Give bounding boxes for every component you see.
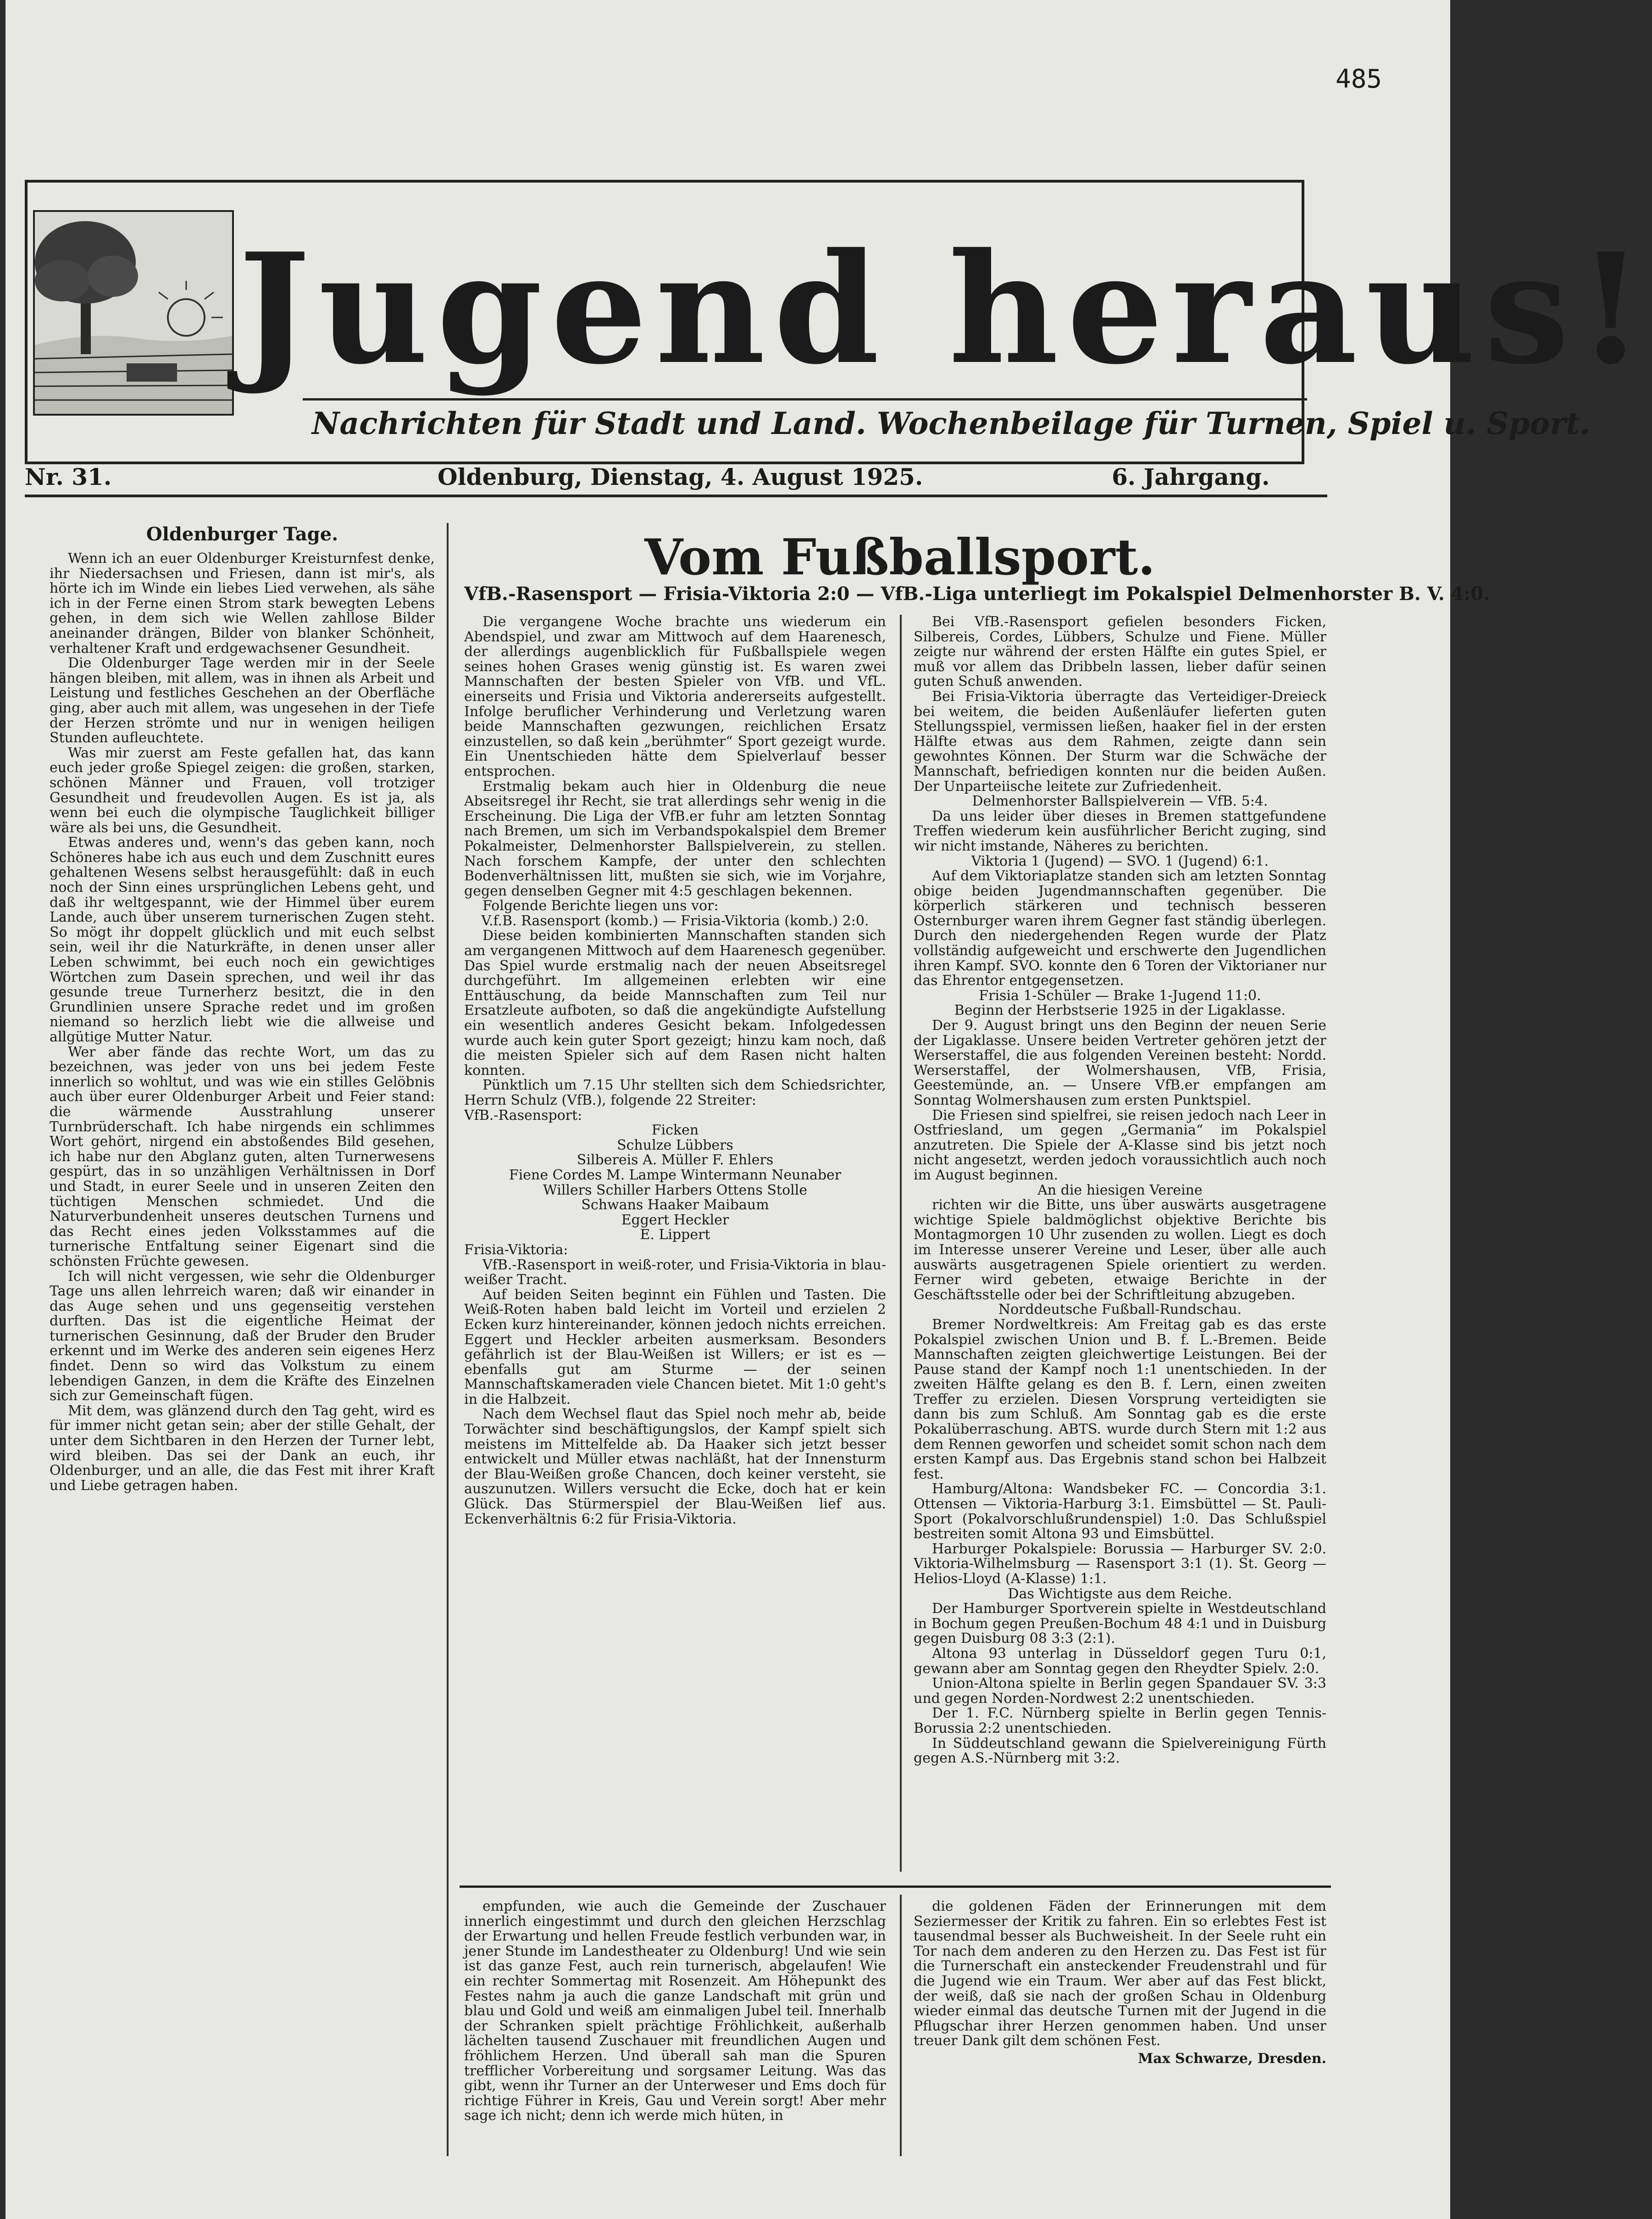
main-paragraph: Erstmalig bekam auch hier in Oldenburg die neue Abseitsregel ihr Recht, sie trat allerdings sehr wenig in die Erscheinung. Die Liga der VfB.er fuhr am letzten Sonntag nach Bremen, um sich im Verbandspokalspiel dem Bremer Pokalmeister, Delmenhorster Ballspielverein, zu stellen. Nach forschem Kampfe, der unter den schlechten Bodenverhältnissen litt, mußten sie sich, wie im Vorjahre, gegen denselben Gegner mit 4:5 geschlagen bekennen. [464,778,886,899]
lineup-row: Schwans Haaker Maibaum [581,1197,769,1213]
left-paragraph: Was mir zuerst am Feste gefallen hat, das kann euch jeder große Spiegel zeigen: die großen, starken, schönen Männer und Frauen, voll trotziger Gesundheit und freudevollen Augen. Es ist ja, als wenn bei euch die olympische Tauglichkeit billiger wäre als bei uns, die Gesundheit. [50,745,435,836]
report-heading: Delmenhorster Ballspielverein — VfB. 5:4. [972,793,1268,810]
main-paragraph: Bei VfB.-Rasensport gefielen besonders Ficken, Silbereis, Cordes, Lübbers, Schulze und Fiene. Müller zeigte nur während der ersten Hälfte ein gutes Spiel, er muß vor allem das Dribbeln lassen, lieber dafür seinen guten Schuß anwenden. [914,614,1326,690]
left-paragraph: Ich will nicht vergessen, wie sehr die Oldenburger Tage uns allen lehrreich waren; daß wir einander in das Auge sehen und uns gegenseitig verstehen durften. Das ist die eigentliche Heimat der turnerischen Gesinnung, daß der Bruder den Bruder erkennt und im Werke des anderen sein eigenes Herz findet. Denn so wird das Volkstum zu einem lebendigen Ganzen, in dem die Kräfte des Einzelnen sich zur Gemeinschaft fügen. [50,1268,435,1404]
main-paragraph: Der 9. August bringt uns den Beginn der neuen Serie der Ligaklasse. Unsere beiden Vertreter gehören jetzt der Werserstaffel, die aus folgenden Vereinen besteht: Nordd. Werserstaffel, der Wolmershausen, VfB, Frisia, Geestemünde, an. — Unsere VfB.er empfangen am Sonntag Wolmershausen zum ersten Punktspiel. [914,1018,1326,1108]
main-paragraph: Hamburg/Altona: Wandsbeker FC. — Concordia 3:1. Ottensen — Viktoria-Harburg 3:1. Eimsbüttel — St. Pauli-Sport (Pokalvorschlußrundenspiel) 1:0. Das Schlußspiel bestreiten somit Altona 93 und Eimsbüttel. [914,1481,1326,1542]
bottom-section-rule [460,1885,1331,1888]
left-paragraph: Die Oldenburger Tage werden mir in der Seele hängen bleiben, mit allem, was in ihnen als Arbeit und Leistung und festliches Geschehen an der Oberfläche ging, aber auch mit allem, was ungesehen in der Tiefe der Herzen strömte und nur in wenigen heiligen Stunden aufleuchtete. [50,655,435,746]
main-paragraph: Bremer Nordweltkreis: Am Freitag gab es das erste Pokalspiel zwischen Union und B. f. L.-Bremen. Beide Mannschaften zeigten gleichwertige Leistungen. Bei der Pause stand der Kampf noch 1:1 unentschieden. In der zweiten Hälfte gelang es den B. f. Lern, einen zweiten Treffer zu erzielen. Diesen Vorsprung verteidigten sie dann bis zum Schluß. Am Sonntag gab es die erste Pokalüberraschung. ABTS. wurde durch Stern mit 1:2 aus dem Rennen geworfen und scheidet somit schon nach dem ersten Kampf aus. Das Ergebnis stand schon bei Halbzeit fest. [914,1316,1326,1482]
column-divider [447,523,449,2156]
main-paragraph: In Süddeutschland gewann die Spielvereinigung Fürth gegen A.S.-Nürnberg mit 3:2. [914,1735,1326,1767]
left-paragraph: Wer aber fände das rechte Wort, um das zu bezeichnen, was jeder von uns bei jedem Feste innerlich so wohltut, und was wie ein stilles Gelöbnis auch über eurer Oldenburger Arbeit und Feier stand: die wärmende Ausstrahlung unserer Turnbrüderschaft. Ich habe nirgends ein schlimmes Wort gehört, nirgend ein abstoßendes Bild gesehen, ich habe nur den Abglanz guten, alten Turnerwesens gespürt, das in so unzähligen Verhältnissen in Dorf und Stadt, in eurer Seele und in unseren Zeiten den tüchtigen Menschen schmiedet. Und die Naturverbundenheit unseres deutschen Turnens und das Recht eines jeden Volksstammes auf die turnerische Entfaltung seiner Eigenart sind die schönsten Früchte gewesen. [50,1044,435,1269]
lineup-row: Eggert Heckler [621,1212,729,1228]
report-heading: Das Wichtigste aus dem Reiche. [1008,1585,1232,1602]
lineup-row: Willers Schiller Harbers Ottens Stolle [543,1182,808,1198]
tree-landscape-icon [35,212,232,414]
report-heading: An die hiesigen Vereine [1037,1182,1203,1198]
continuation-paragraph: die goldenen Fäden der Erinnerungen mit dem Seziermesser der Kritik zu fahren. Ein so erlebtes Fest ist tausendmal besser als Buchweisheit. In der Seele ruht ein Tor nach dem anderen zu den Herzen zu. Das Fest ist für die Turnerschaft ein ansteckender Freudenstrahl und für die Jugend wie ein Traum. Wer aber auf das Fest blickt, der weiß, daß sie nach der großen Schau in Oldenburg wieder einmal das deutsche Turnen mit der Jugend in die Pflugschar ihrer Herzen genommen haben. Und unser treuer Dank gilt dem schönen Fest. [914,1898,1326,2049]
bottom-right-text [914,1899,1326,2156]
lineup-label: VfB.-Rasensport: [464,1107,582,1123]
lineup-label: Frisia-Viktoria: [464,1241,568,1258]
main-paragraph: Auf beiden Seiten beginnt ein Fühlen und Tasten. Die Weiß-Roten haben bald leicht im Vorteil und erzielen 2 Ecken kurz hintereinander, können jedoch nichts erreichen. Eggert und Heckler arbeiten ausmerksam. Besonders gefährlich ist der Blau-Weißen ist Willers; er ist es — ebenfalls gut am Sturme — der seinen Mannschaftskameraden viele Chancen bietet. Mit 1:0 geht's in die Halbzeit. [464,1286,886,1407]
continuation-paragraph: empfunden, wie auch die Gemeinde der Zuschauer innerlich eingestimmt und durch den gleichen Herzschlag der Erwartung und hellen Freude festlich verbunden war, in jener Stunde im Landestheater zu Oldenburg! Und wie sein ist das ganze Fest, auch rein turnerisch, abgelaufen! Wie ein rechter Sommertag mit Rosenzeit. Am Höhepunkt des Festes nahm ja auch die ganze Landschaft mit grün und blau und Gold und weiß am einmaligen Jubel teil. Innerhalb der Schranken spielt prächtige Fröhlichkeit, außerhalb lächelten tausend Zuschauer mit freundlichen Augen und fröhlichem Herzen. Und überall sah man die Spuren trefflicher Vorbereitung und sorgsamer Leitung. Was das gibt, wenn ihr Turner an der Unterweser und Ems doch für richtige Führer in Kreis, Gau und Verein sorgt! Aber mehr sage ich nicht; denn ich werde mich hüten, in [464,1898,886,2124]
main-paragraph: Nach dem Wechsel flaut das Spiel noch mehr ab, beide Torwächter sind beschäftigungslos, der Kampf spielt sich meistens im Mittelfelde ab. Da Haaker sich jetzt besser entwickelt und Müller etwas nachläßt, hat der Innensturm der Blau-Weißen große Chancen, doch keiner versteht, sie auszunutzen. Willers versucht die Ecke, doch hat er kein Glück. Das Stürmerspiel der Blau-Weißen lief aus. Eckenverhältnis 6:2 für Frisia-Viktoria. [464,1406,886,1527]
left-paragraph: Wenn ich an euer Oldenburger Kreisturnfest denke, ihr Niedersachsen und Friesen, dann ist mir's, als hörte ich im Winde ein liebes Lied verwehen, als sähe ich in der Ferne einen Strom stark bewegten Lebens gehen, in dem sich wie Wellen zahllose Bilder aneinander drängen, Bilder von blanker Schönheit, verhaltener Kraft und erdgewachsener Gesundheit. [50,551,435,656]
main-article-right [914,615,1326,1872]
masthead-title: Jugend heraus! [238,220,1652,398]
author-signature: Max Schwarze, Dresden. [1138,2050,1326,2067]
lineup-row: Schulze Lübbers [617,1137,733,1153]
page-number: 485 [1336,64,1382,94]
main-paragraph: Da uns leider über dieses in Bremen stattgefundene Treffen wiederum kein ausführlicher Bericht zuging, sind wir nicht imstande, Näheres zu berichten. [914,808,1326,854]
column-divider [900,615,902,1872]
report-heading: Frisia 1-Schüler — Brake 1-Jugend 11:0. [979,987,1261,1004]
lineup-row: Silbereis A. Müller F. Ehlers [577,1152,774,1168]
main-paragraph: Der Hamburger Sportverein spielte in Westdeutschland in Bochum gegen Preußen-Bochum 48 4:1 und in Duisburg gegen Duisburg 08 3:3 (2:1). [914,1601,1326,1647]
landscape-vignette-image [33,210,234,416]
lineup-row: Ficken [651,1122,699,1139]
left-article [50,523,435,2156]
masthead [25,180,1652,464]
issue-place-date: Oldenburg, Dienstag, 4. August 1925. [438,463,923,490]
main-paragraph: Der 1. F.C. Nürnberg spielte in Berlin gegen Tennis-Borussia 2:2 unentschieden. [914,1705,1326,1736]
newspaper-page [6,0,1652,2219]
main-paragraph: Union-Altona spielte in Berlin gegen Spandauer SV. 3:3 und gegen Norden-Nordwest 2:2 unentschieden. [914,1675,1326,1707]
main-paragraph: Folgende Berichte liegen uns vor: [482,898,719,914]
left-article-title: Oldenburger Tage. [146,523,338,545]
report-heading: Beginn der Herbstserie 1925 in der Ligaklasse. [954,1002,1286,1019]
left-paragraph: Etwas anderes und, wenn's das geben kann, noch Schöneres habe ich aus euch und dem Zuschnitt eures gehaltenen Wesens selbst herausgefühlt: daß in euch noch der Sinn eines ursprünglichen Lebens geht, und daß ihr weltgespannt, wie der Himmel über eurem Lande, auch über unserem turnerischen Zugen steht. So mögt ihr doppelt glücklich und mit euch selbst sein, weil ihr die Naturkräfte, in denen unser aller Leben schwimmt, bei euch noch ein gewichtiges Wörtchen zum Dasein sprechen, und weil ihr das gesunde treue Turnerherz besitzt, die in den Grundlinien unsere Sprache redet und im großen niemand so herzlich liebt wie die allweise und allgütige Mutter Natur. [50,834,435,1045]
header-rule [25,495,1327,497]
masthead-subtitle: Nachrichten für Stadt und Land. Wochenbeilage für Turnen, Spiel u. Sport. [303,398,1307,433]
lineup-row: E. Lippert [640,1227,710,1243]
main-paragraph: richten wir die Bitte, uns über auswärts ausgetragene wichtige Spiele baldmöglichst objektive Berichte bis Montagmorgen 10 Uhr zusenden zu wollen. Liegt es doch im Interesse unserer Vereine und Leser, über alle auch auswärts ausgetragenen Spiele orientiert zu werden. Ferner wird gebeten, etwaige Berichte in der Geschäftsstelle oder bei der Schriftleitung abzugeben. [914,1197,1326,1303]
report-heading: V.f.B. Rasensport (komb.) — Frisia-Viktoria (komb.) 2:0. [481,912,869,929]
issue-line [25,463,1327,491]
main-paragraph: Die Friesen sind spielfrei, sie reisen jedoch nach Leer in Ostfriesland, um gegen „Germania“ im Pokalspiel anzutreten. Die Spiele der A-Klasse sind bis jetzt noch nicht angesetzt, werden jedoch voraussichtlich auch noch im August beginnen. [914,1107,1326,1183]
main-paragraph: Bei Frisia-Viktoria überragte das Verteidiger-Dreieck bei weitem, die beiden Außenläufer lieferten guten Stellungsspiel, vermissen ließen, haaker fiel in der ersten Hälfte etwas aus dem Rahmen, zeigte dann sein gewohntes Können. Der Sturm war die Schwäche der Mannschaft, befriedigen konnten nur die beiden Außen. Der Unparteiische leitete zur Zufriedenheit. [914,688,1326,795]
column-divider [900,1895,902,2156]
main-paragraph: Pünktlich um 7.15 Uhr stellten sich dem Schiedsrichter, Herrn Schulz (VfB.), folgende 22 Streiter: [464,1077,886,1108]
report-heading: Viktoria 1 (Jugend) — SVO. 1 (Jugend) 6:1. [971,853,1269,869]
main-headline: Vom Fußballsport. [644,528,1155,586]
main-paragraph: Diese beiden kombinierten Mannschaften standen sich am vergangenen Mittwoch auf dem Haarenesch gegenüber. Das Spiel wurde erstmalig nach der neuen Abseitsregel durchgeführt. Im allgemeinen erlebten wir eine Enttäuschung, da beide Mannschaften zum Teil nur Ersatzleute aufboten, so daß die angekündigte Aufstellung ein wesentlich anderes Gesicht bekam. Infolgedessen wurde auch kein guter Sport gezeigt; hinzu kam noch, daß die meisten Spieler sich auf dem Rasen nicht halten konnten. [464,928,886,1079]
bottom-middle-text [464,1899,886,2156]
main-paragraph: Altona 93 unterlag in Düsseldorf gegen Turu 0:1, gewann aber am Sonntag gegen den Rheydter Spielv. 2:0. [914,1645,1326,1677]
lineup-row: Fiene Cordes M. Lampe Wintermann Neunaber [509,1167,842,1183]
issue-number: Nr. 31. [25,463,112,490]
left-paragraph: Mit dem, was glänzend durch den Tag geht, wird es für immer nicht getan sein; aber der stille Gehalt, der unter dem Sichtbaren in den Herzen der Turner lebt, wird bleiben. Das sei der Dank an euch, ihr Oldenburger, und an alle, die das Fest mit ihrer Kraft und Liebe getragen haben. [50,1402,435,1494]
main-paragraph: Die vergangene Woche brachte uns wiederum ein Abendspiel, und zwar am Mittwoch auf dem Haarenesch, der allerdings augenblicklich für Fußballspiele wegen seines hohen Grases wenig günstig ist. Es waren zwei Mannschaften der besten Spieler von VfB. und VfL. einerseits und Frisia und Viktoria andererseits aufgestellt. Infolge beruflicher Verhinderung und Verletzung waren beide Mannschaften gezwungen, reichlichen Ersatz einzustellen, so daß kein „berühmter“ Sport gezeigt wurde. Ein Unentschieden hätte dem Spielverlauf besser entsprochen. [464,614,886,779]
main-paragraph: Auf dem Viktoriaplatze standen sich am letzten Sonntag obige beiden Jugendmannschaften gegenüber. Die körperlich stärkeren und technisch besseren Osternburger waren ihrem Gegner fast ständig überlegen. Durch den niedergehenden Regen wurde der Platz vollständig aufgeweicht und erschwerte den Jugendlichen ihren Kampf. SVO. konnte den 6 Toren der Viktorianer nur das Ehrentor entgegensetzen. [914,868,1326,989]
main-article-middle [464,615,886,1872]
issue-year: 6. Jahrgang. [1112,463,1270,490]
main-subheadline: VfB.-Rasensport — Frisia-Viktoria 2:0 — VfB.-Liga unterliegt im Pokalspiel Delmenhorster B. V. 4:0. [464,583,1490,605]
report-heading: Norddeutsche Fußball-Rundschau. [998,1301,1242,1318]
main-paragraph: Harburger Pokalspiele: Borussia — Harburger SV. 2:0. Viktoria-Wilhelmsburg — Rasensport 3:1 (1). St. Georg — Helios-Lloyd (A-Klasse) 1:1. [914,1541,1326,1587]
main-paragraph: VfB.-Rasensport in weiß-roter, und Frisia-Viktoria in blau-weißer Tracht. [464,1257,886,1288]
